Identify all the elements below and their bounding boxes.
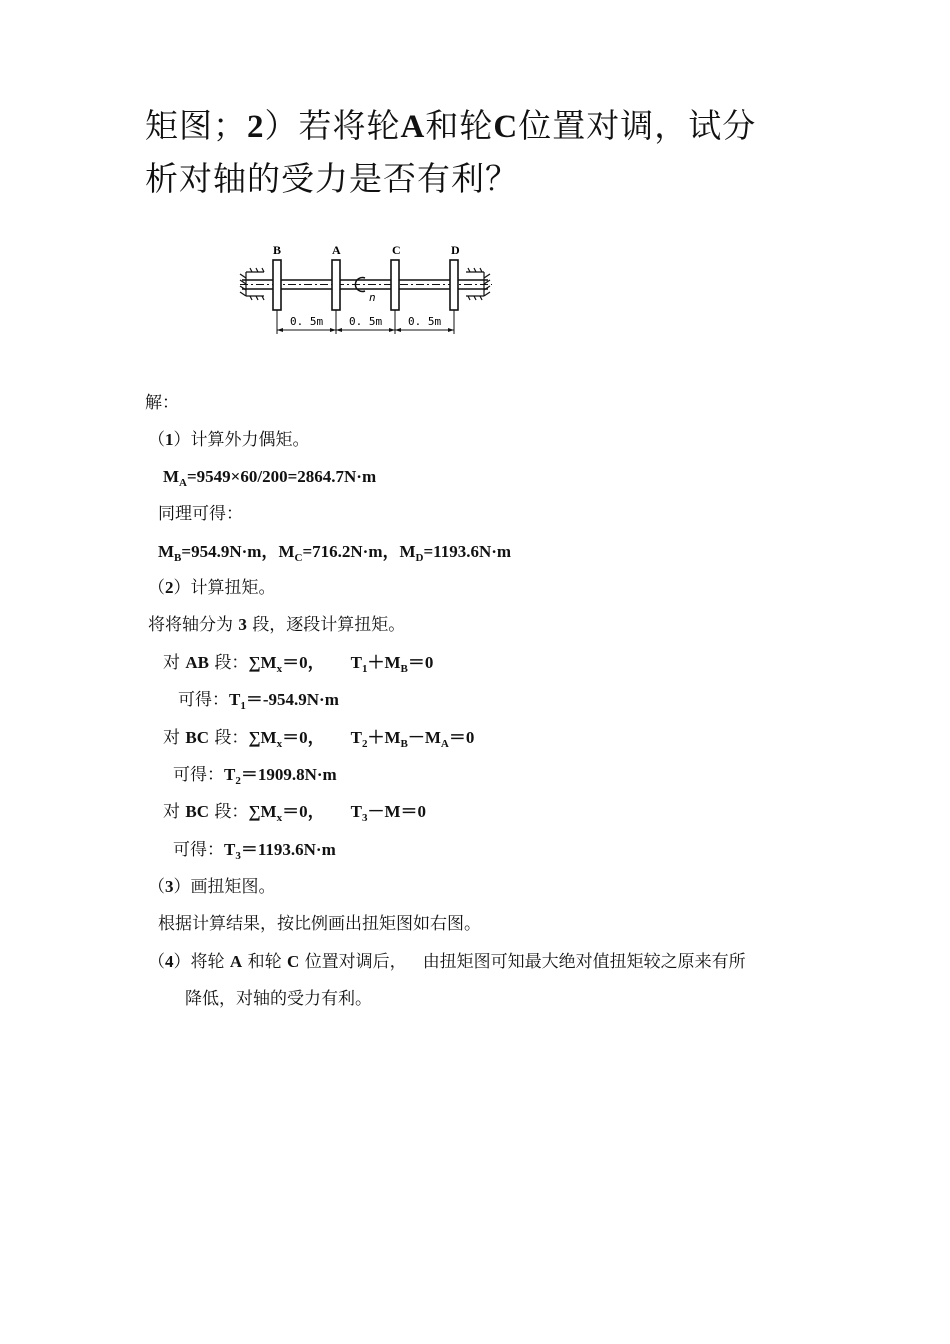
text: 段： xyxy=(214,802,249,822)
shaft-diagram xyxy=(238,238,498,348)
step-number: 4 xyxy=(165,952,174,971)
heading-line-1 xyxy=(145,100,825,153)
symbol: T xyxy=(350,802,362,821)
dimension-label: 0. 5m xyxy=(408,315,442,328)
subscript: 2 xyxy=(361,738,368,750)
subscript: 1 xyxy=(361,663,368,675)
equation-value: =716.2N·m， xyxy=(302,542,400,561)
division-text xyxy=(148,614,405,636)
ma-equation xyxy=(163,466,376,488)
subscript: x xyxy=(276,663,283,675)
wheel-label-d: D xyxy=(451,243,460,257)
t2-result xyxy=(173,764,337,786)
wheel-name: A xyxy=(229,952,243,971)
heading-text: 矩图； xyxy=(145,106,247,145)
segment-name: AB xyxy=(185,653,210,672)
wheel-name: C xyxy=(287,952,300,971)
equation-value: ＝0 xyxy=(407,653,434,672)
text: 将将轴分为 xyxy=(148,615,233,635)
subscript: A xyxy=(179,477,187,489)
symbol: M xyxy=(399,542,416,561)
symbol: ∑M xyxy=(248,653,277,672)
heading-text: 位置对调，试分 xyxy=(518,106,757,145)
subscript: x xyxy=(276,738,283,750)
symbol: T xyxy=(350,653,362,672)
equation-value: =954.9N·m， xyxy=(181,542,279,561)
wheel-d xyxy=(450,260,458,310)
heading-line-2: 析对轴的受力是否有利？ xyxy=(145,159,519,198)
subscript: 3 xyxy=(235,850,241,862)
equation-value: =1193.6N·m xyxy=(423,542,512,561)
subscript: x xyxy=(276,812,283,824)
solution-label: 解： xyxy=(145,393,179,413)
text: 段： xyxy=(214,653,249,673)
subscript: D xyxy=(415,552,424,564)
text: 可得： xyxy=(173,840,224,860)
symbol: M xyxy=(158,542,175,561)
equation-value: ＝0， xyxy=(282,653,325,672)
subscript: 1 xyxy=(240,700,246,712)
text: 可得： xyxy=(173,765,224,785)
step-title-text: ）画扭矩图。 xyxy=(173,877,276,897)
subscript: C xyxy=(294,552,303,564)
text: 和轮 xyxy=(247,952,282,972)
number: 3 xyxy=(238,615,247,634)
similar-text: 同理可得： xyxy=(158,504,243,524)
wheel-label-c: C xyxy=(392,243,401,257)
symbol: ＋M xyxy=(367,653,401,672)
equation-value: －M＝0 xyxy=(367,802,426,821)
wheel-label-a: A xyxy=(332,243,341,257)
heading-wheel-a: A xyxy=(400,109,426,145)
subscript: B xyxy=(174,552,182,564)
left-bearing-icon xyxy=(240,268,264,300)
text: 对 xyxy=(163,653,180,673)
equation-value: ＝0 xyxy=(448,728,475,747)
wheel-c xyxy=(391,260,399,310)
segment-bc-equation xyxy=(163,727,474,749)
wheel-label-b: B xyxy=(273,243,282,257)
symbol: T xyxy=(224,840,236,859)
symbol: T xyxy=(350,728,362,747)
heading-wheel-c: C xyxy=(493,109,519,145)
mb-mc-md-equations xyxy=(158,541,511,563)
step-2-title: （2）计算扭矩。 xyxy=(148,578,276,598)
dimension-label: 0. 5m xyxy=(290,315,324,328)
text: 段，逐段计算扭矩。 xyxy=(252,615,406,635)
subscript: B xyxy=(400,663,408,675)
equation-value: ＝0， xyxy=(282,802,325,821)
dimension-label: 0. 5m xyxy=(349,315,383,328)
symbol: －M xyxy=(407,728,441,747)
heading-number: 2 xyxy=(247,109,265,145)
equation-value: ＝1193.6N·m xyxy=(240,840,336,859)
step-title-text: ）计算外力偶矩。 xyxy=(173,430,310,450)
symbol: M xyxy=(278,542,295,561)
text: 可得： xyxy=(178,690,229,710)
step-number: 1 xyxy=(165,430,174,449)
wheel-b xyxy=(273,260,281,310)
t3-result xyxy=(173,839,336,861)
equation-value: =9549×60/200=2864.7N·m xyxy=(187,467,377,486)
equation-value: ＝-954.9N·m xyxy=(245,690,339,709)
subscript: 2 xyxy=(235,775,241,787)
subscript: 3 xyxy=(361,812,368,824)
subscript: A xyxy=(440,738,449,750)
rotation-speed-label: n xyxy=(369,291,376,304)
step-number: 2 xyxy=(165,578,174,597)
step-1-title: （1）计算外力偶矩。 xyxy=(148,430,310,450)
equation-value: ＝1909.8N·m xyxy=(240,765,337,784)
text: 对 xyxy=(163,728,180,748)
text: 对 xyxy=(163,802,180,822)
symbol: ∑M xyxy=(248,728,277,747)
symbol: ∑M xyxy=(248,802,277,821)
text: 位置对调后， xyxy=(304,952,407,972)
step-title-text: ）计算扭矩。 xyxy=(173,578,276,598)
heading-text: 和轮 xyxy=(425,106,494,145)
text: 由扭矩图可知最大绝对值扭矩较之原来有所 xyxy=(422,952,746,972)
symbol: ＋M xyxy=(367,728,401,747)
question-heading xyxy=(145,100,825,205)
right-bearing-icon xyxy=(466,268,490,300)
step-3-text: 根据计算结果，按比例画出扭矩图如右图。 xyxy=(158,914,481,934)
text: ）将轮 xyxy=(173,952,225,972)
t1-result xyxy=(178,689,339,711)
wheel-a xyxy=(332,260,340,310)
equation-value: ＝0， xyxy=(282,728,325,747)
heading-text: ）若将轮 xyxy=(264,106,401,145)
segment-name: BC xyxy=(185,802,210,821)
segment-name: BC xyxy=(185,728,210,747)
step-3-title: （3）画扭矩图。 xyxy=(148,877,276,897)
step-number: 3 xyxy=(165,877,174,896)
segment-bc-equation-2 xyxy=(163,801,426,823)
step-4-line-2: 降低，对轴的受力有利。 xyxy=(185,989,372,1009)
symbol: T xyxy=(229,690,241,709)
subscript: B xyxy=(400,738,408,750)
symbol: T xyxy=(224,765,236,784)
step-4-line-1: （4）将轮 A 和轮 C 位置对调后， 由扭矩图可知最大绝对值扭矩较之原来有所 xyxy=(148,952,746,972)
segment-ab-equation xyxy=(163,652,433,674)
symbol: M xyxy=(163,467,180,486)
text: 段： xyxy=(214,728,249,748)
